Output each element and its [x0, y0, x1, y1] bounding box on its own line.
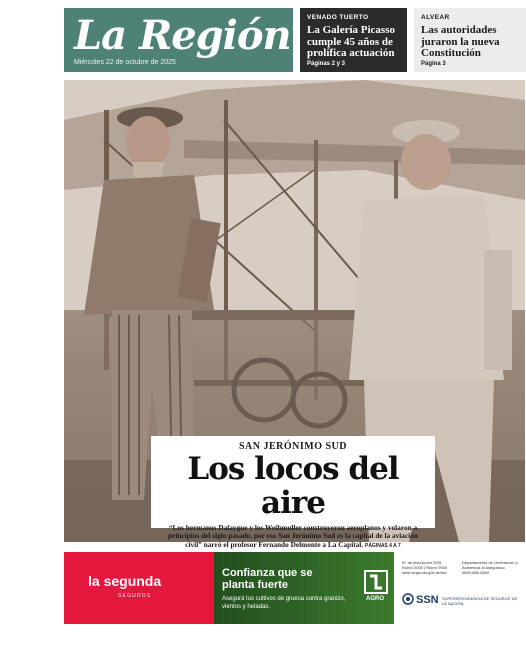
lead-story[interactable] — [151, 436, 435, 549]
ssn-label: SSN — [416, 594, 439, 606]
lead-title[interactable]: Los locos del aire — [187, 451, 399, 521]
advertisement-banner[interactable] — [64, 552, 525, 624]
promo-alvear[interactable] — [414, 8, 526, 72]
ad-legal-right: Departamento de Orientación y Asistencia al Asegurado 0800-666-8400 — [462, 560, 518, 575]
ad-legal-left: N° de inscripción SSN Rubro 0000 | Rubro 0000 www.segunda.gob.ar/ssn — [402, 560, 448, 575]
promo-pages: Página 3 — [421, 61, 446, 67]
ad-accent-strip — [206, 552, 214, 624]
promo-kicker: ALVEAR — [421, 14, 450, 21]
ad-brand-name: la segunda — [88, 573, 162, 589]
newspaper-logo[interactable]: La Región — [74, 12, 291, 59]
ad-agro-label: AGRO — [366, 596, 384, 602]
lead-pages: PÁGINAS 4 A 7 — [364, 542, 401, 549]
promo-headline[interactable]: La Galería Picasso cumple 45 años de prolífica actuación — [307, 24, 395, 59]
edition-date: Miércoles 22 de octubre de 2025 — [74, 59, 176, 66]
lead-kicker: SAN JERÓNIMO SUD — [238, 441, 347, 452]
agro-logo-icon — [364, 570, 388, 594]
ad-legal-panel — [394, 552, 525, 624]
promo-kicker: VENADO TUERTO — [307, 14, 369, 21]
ad-tagline: Confianza que se planta fuerte — [222, 567, 313, 591]
ssn-description: SUPERINTENDENCIA DE SEGUROS DE LA NACIÓN — [442, 596, 518, 606]
masthead — [64, 8, 293, 72]
promo-pages: Páginas 2 y 3 — [307, 61, 346, 67]
ssn-logo-icon — [402, 593, 414, 605]
ad-brand-panel — [64, 552, 206, 624]
promo-venado-tuerto[interactable] — [300, 8, 407, 72]
lead-dek — [151, 520, 435, 550]
ad-message-panel — [206, 552, 394, 624]
lead-dek-text: “Los hermanos Dalaygue y los Weihmuller construyeron aeroplanos y volaron a principios del siglo pasado, por eso San Jerónimo Sud es la capital de la aviación civil” narró el profesor Fernando Delmonte a La Capital. — [168, 523, 418, 549]
ad-brand-sub: SEGUROS — [118, 593, 152, 599]
promo-headline[interactable]: Las autoridades juraron la nueva Constitución — [421, 24, 500, 59]
ad-body: Asegurá tus cultivos de gruesa contra granizo, vientos y heladas. — [222, 596, 346, 610]
